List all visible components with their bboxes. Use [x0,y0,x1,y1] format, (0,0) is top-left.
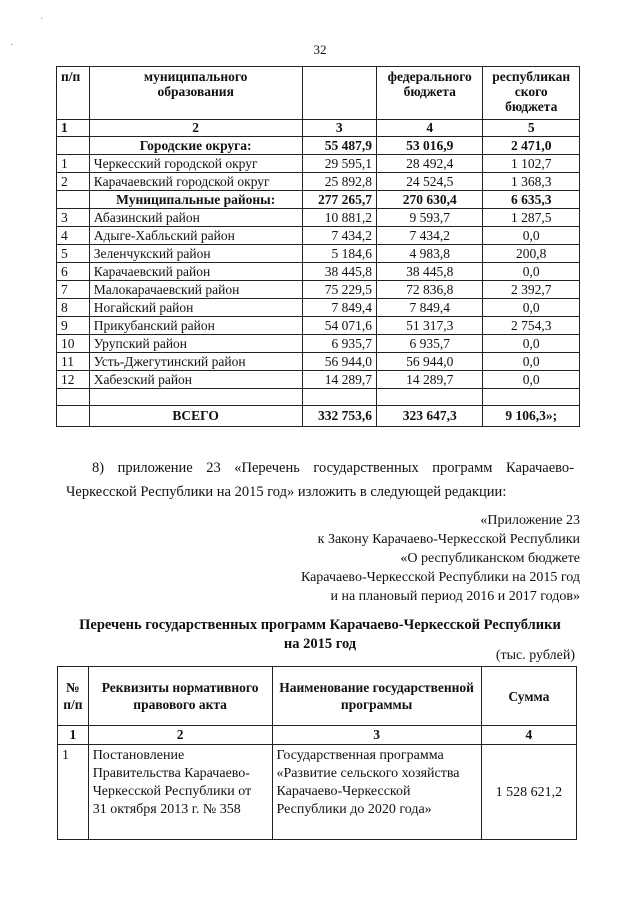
row-republic: 200,8 [483,245,580,263]
row-name: Ногайский район [89,299,302,317]
header-line: бюджета [505,99,558,114]
row-federal: 24 524,5 [377,173,483,191]
table1-column-numbers [57,120,580,137]
row-federal: 28 492,4 [377,155,483,173]
table2-header-row [58,667,577,726]
title-line-2: на 2015 год [283,636,357,652]
total-republic: 9 106,3»; [483,406,580,427]
header-line: федерального [387,69,472,84]
row-num: 11 [57,353,90,371]
table1-row [57,209,580,227]
table1-row [57,137,580,155]
scan-speck: · [40,14,44,25]
row-name: Черкесский городской округ [89,155,302,173]
column-number: 3 [272,726,481,745]
row-federal: 270 630,4 [377,191,483,209]
row-num [57,137,90,155]
total-federal: 323 647,3 [377,406,483,427]
blank-cell [377,389,483,406]
row-num: 3 [57,209,90,227]
table2-header-num: № п/п [58,667,89,726]
table1-header-total [302,67,376,120]
row-name: Усть-Джегутинский район [89,353,302,371]
row-republic: 1 102,7 [483,155,580,173]
row-name: Адыге-Хабльский район [89,227,302,245]
scan-speck: · [10,40,14,51]
row-num: 8 [57,299,90,317]
appendix-line: к Закону Карачаево-Черкесской Республики [317,532,580,547]
program-sum: 1 528 621,2 [481,745,576,840]
row-name: Хабезский район [89,371,302,389]
row-republic: 0,0 [483,371,580,389]
row-name: Прикубанский район [89,317,302,335]
table2-header-act: Реквизиты нормативного правового акта [88,667,272,726]
total-label: ВСЕГО [89,406,302,427]
row-total: 14 289,7 [302,371,376,389]
header-line: образования [157,84,234,99]
row-total: 7 849,4 [302,299,376,317]
appendix-header [301,511,580,606]
column-number: 2 [88,726,272,745]
table1-header-republic [483,67,580,120]
blank-cell [57,389,90,406]
row-name: Карачаевский городской округ [89,173,302,191]
row-republic: 6 635,3 [483,191,580,209]
row-total: 38 445,8 [302,263,376,281]
row-total: 75 229,5 [302,281,376,299]
table1-header-row [57,67,580,120]
row-name: Карачаевский район [89,263,302,281]
table1-blank-row [57,389,580,406]
row-total: 6 935,7 [302,335,376,353]
header-line: муниципального [143,69,248,84]
municipal-transfers-table [56,66,580,427]
table1-row [57,335,580,353]
row-total: 10 881,2 [302,209,376,227]
row-name: Городские округа: [89,137,302,155]
row-num: 4 [57,227,90,245]
row-num: 1 [57,155,90,173]
row-num: 6 [57,263,90,281]
row-total: 25 892,8 [302,173,376,191]
table1-row [57,371,580,389]
row-federal: 7 434,2 [377,227,483,245]
row-federal: 6 935,7 [377,335,483,353]
table1-total-row [57,406,580,427]
programs-table [57,666,577,840]
appendix-line: «О республиканском бюджете [400,551,580,566]
header-line: ского [514,84,548,99]
row-name: Абазинский район [89,209,302,227]
row-republic: 0,0 [483,299,580,317]
appendix-line: «Приложение 23 [480,513,580,528]
row-republic: 2 471,0 [483,137,580,155]
row-federal: 72 836,8 [377,281,483,299]
row-num: 9 [57,317,90,335]
row-num: 12 [57,371,90,389]
table2-header-program: Наименование государственной программы [272,667,481,726]
row-republic: 0,0 [483,353,580,371]
total-num-cell [57,406,90,427]
row-republic: 0,0 [483,227,580,245]
row-republic: 2 754,3 [483,317,580,335]
appendix-line: и на плановый период 2016 и 2017 годов» [330,589,580,604]
blank-cell [89,389,302,406]
table1-row [57,263,580,281]
row-federal: 51 317,3 [377,317,483,335]
blank-cell [302,389,376,406]
table1-header-num: п/п [57,67,90,120]
paragraph-line-1: 8) приложение 23 «Перечень государственных программ Карачаево- [92,460,574,476]
row-total: 5 184,6 [302,245,376,263]
table1-header-federal [377,67,483,120]
row-num: 10 [57,335,90,353]
row-name: Малокарачаевский район [89,281,302,299]
row-total: 277 265,7 [302,191,376,209]
table1-row [57,245,580,263]
total-sum: 332 753,6 [302,406,376,427]
row-republic: 1 287,5 [483,209,580,227]
row-federal: 7 849,4 [377,299,483,317]
row-federal: 38 445,8 [377,263,483,281]
row-total: 7 434,2 [302,227,376,245]
table1-row [57,227,580,245]
row-name: Урупский район [89,335,302,353]
page-number: 32 [313,42,327,57]
appendix-line: Карачаево-Черкесской Республики на 2015 год [300,570,580,585]
row-republic: 0,0 [483,335,580,353]
row-total: 54 071,6 [302,317,376,335]
column-number: 4 [377,120,483,137]
row-republic: 1 368,3 [483,173,580,191]
header-line: республикан [492,69,571,84]
column-number: 4 [481,726,576,745]
row-federal: 4 983,8 [377,245,483,263]
row-republic: 0,0 [483,263,580,281]
column-number: 1 [57,120,90,137]
table1-row [57,317,580,335]
program-act: Постановление Правительства Карачаево-Черкесской Республики от 31 октября 2013 г. № 358 [88,745,272,840]
column-number: 2 [89,120,302,137]
row-total: 29 595,1 [302,155,376,173]
table1-row [57,299,580,317]
header-line: бюджета [403,84,456,99]
row-num: 5 [57,245,90,263]
row-federal: 9 593,7 [377,209,483,227]
row-num [57,191,90,209]
row-federal: 56 944,0 [377,353,483,371]
column-number: 3 [302,120,376,137]
table1-body [57,137,580,389]
title-line-1: Перечень государственных программ Карачаево-Черкесской Республики [79,617,561,633]
table1-row [57,155,580,173]
table1-row [57,173,580,191]
column-number: 1 [58,726,89,745]
row-num: 2 [57,173,90,191]
units-label: (тыс. рублей) [495,648,575,663]
paragraph-line-2: Черкесской Республики на 2015 год» изложить в следующей редакции: [66,484,507,500]
table2-header-sum: Сумма [481,667,576,726]
row-total: 55 487,9 [302,137,376,155]
blank-cell [483,389,580,406]
row-federal: 14 289,7 [377,371,483,389]
program-num: 1 [58,745,89,840]
row-federal: 53 016,9 [377,137,483,155]
row-num: 7 [57,281,90,299]
row-name: Муниципальные районы: [89,191,302,209]
table1-row [57,353,580,371]
table2-row [58,745,577,840]
column-number: 5 [483,120,580,137]
row-name: Зеленчукский район [89,245,302,263]
table2-column-numbers [58,726,577,745]
row-total: 56 944,0 [302,353,376,371]
table1-row [57,191,580,209]
row-republic: 2 392,7 [483,281,580,299]
program-name: Государственная программа «Развитие сельского хозяйства Карачаево-Черкесской Республики до 2020 года» [272,745,481,840]
table1-header-municipality [89,67,302,120]
table1-row [57,281,580,299]
